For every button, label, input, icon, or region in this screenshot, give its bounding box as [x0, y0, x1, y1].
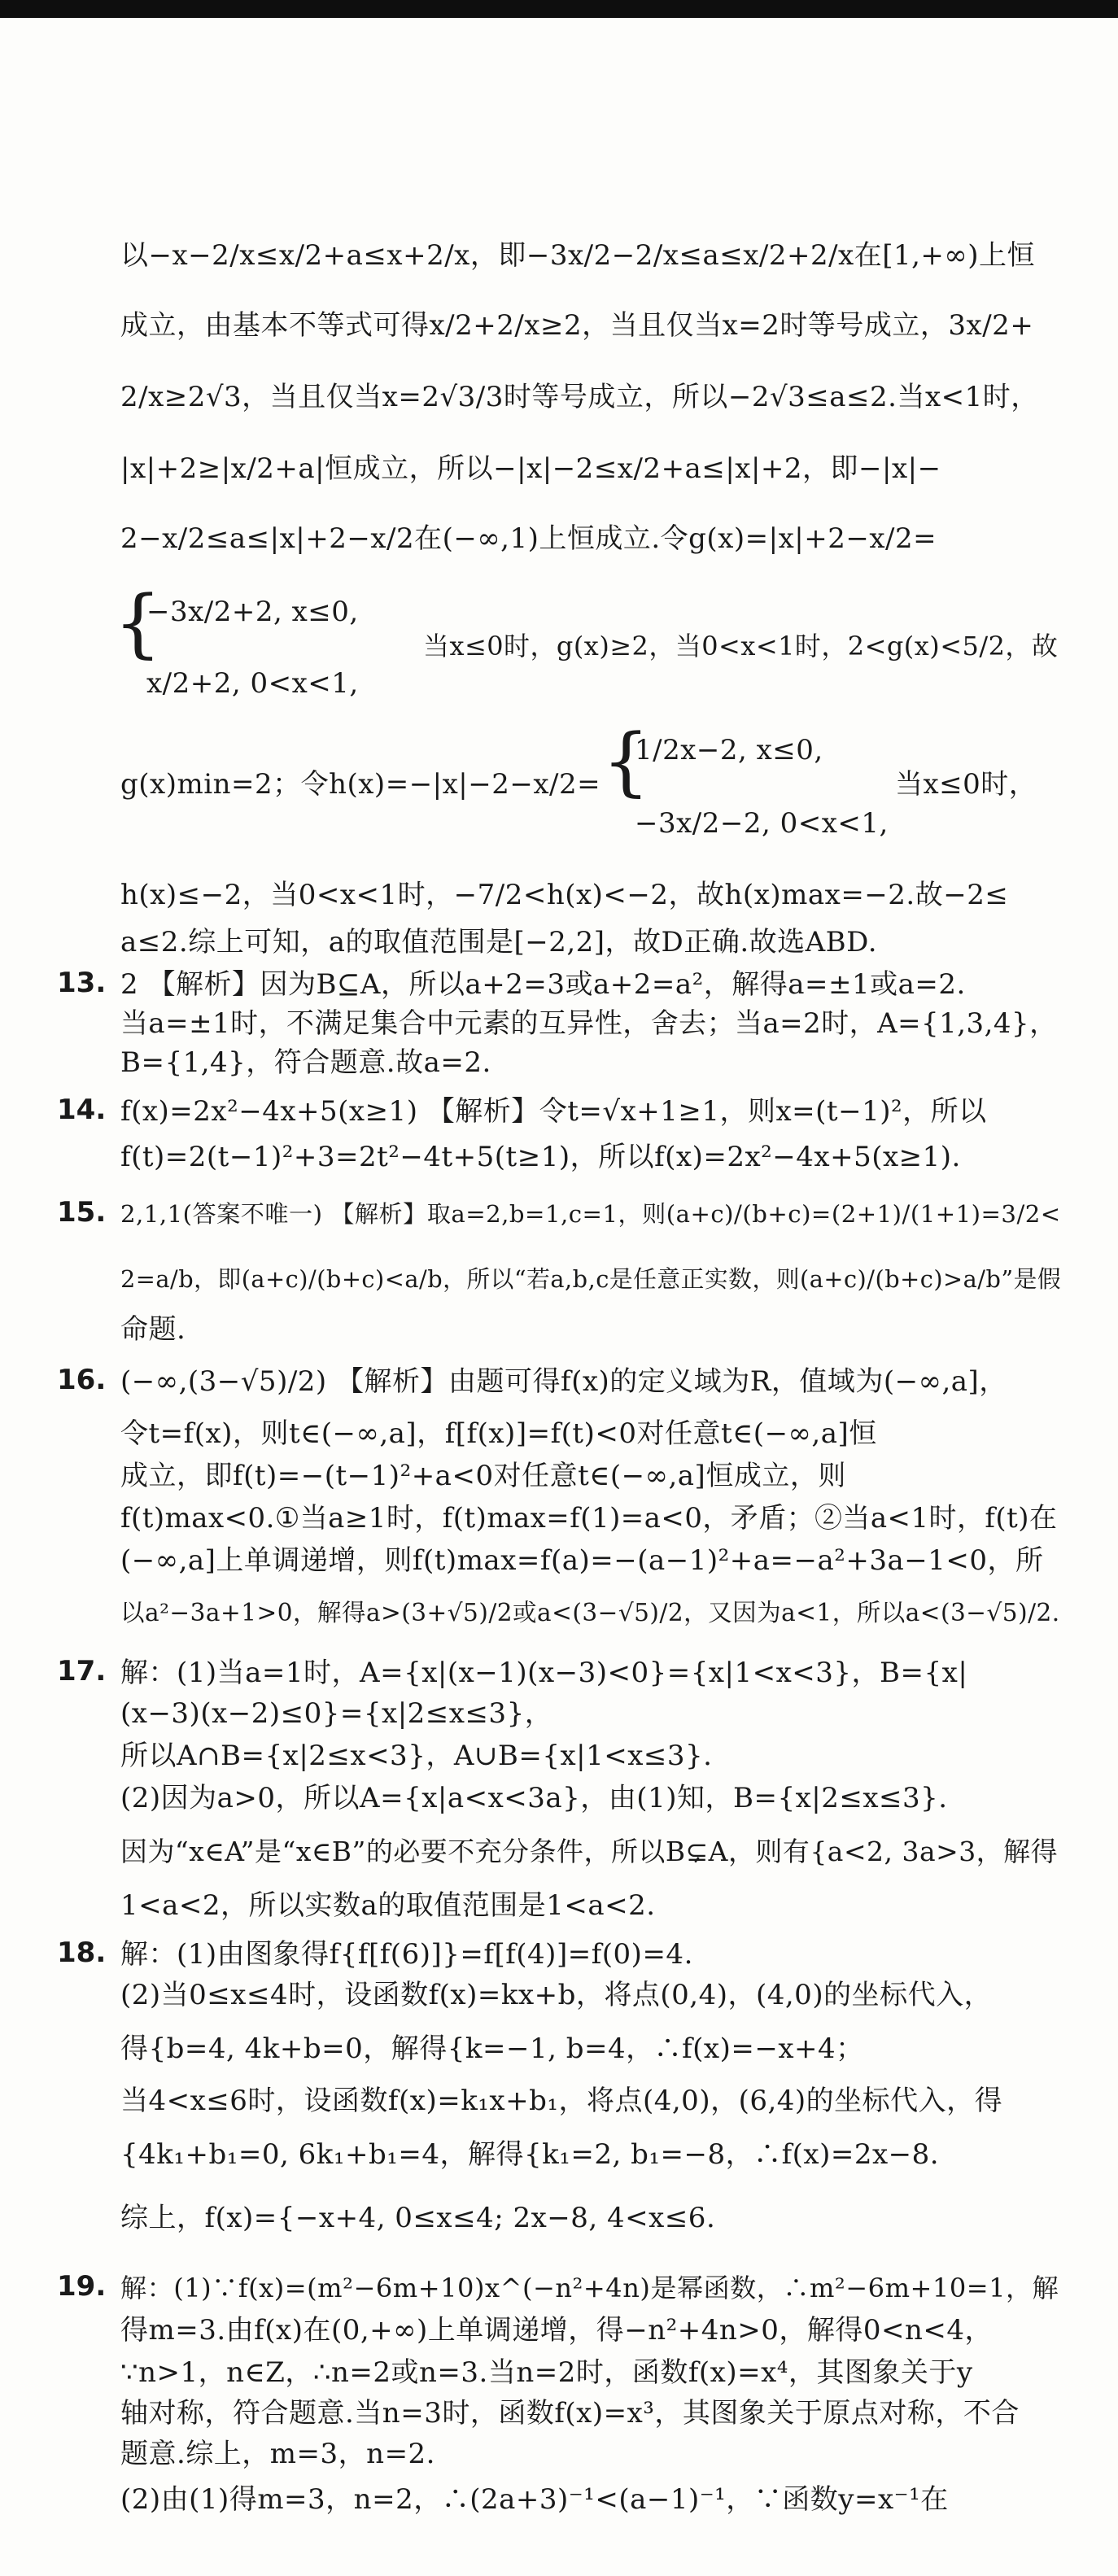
text-line: (2)因为a>0，所以A={x|a<x<3a}，由(1)知，B={x|2≤x≤3}. [120, 1782, 948, 1814]
text-line: 令t=f(x)，则t∈(−∞,a]，f[f(x)]=f(t)<0对任意t∈(−∞,a]恒 [120, 1417, 877, 1450]
text-line: 当x≤0时， [895, 768, 1037, 801]
text-line: g(x)min=2；令h(x)=−|x|−2−x/2= [120, 768, 601, 801]
text-line: 综上，f(x)={−x+4, 0≤x≤4; 2x−8, 4<x≤6. [120, 2202, 716, 2234]
text-line: (2)由(1)得m=3，n=2，∴(2a+3)⁻¹<(a−1)⁻¹，∵函数y=x⁻¹在 [120, 2483, 949, 2516]
text-line: 成立，由基本不等式可得x/2+2/x≥2，当且仅当x=2时等号成立，3x/2+ [120, 309, 1034, 342]
text-line: 当a=±1时，不满足集合中元素的互异性，舍去；当a=2时，A={1,3,4}， [120, 1007, 1058, 1040]
text-line: 解：(1)由图象得f{f[f(6)]}=f[f(4)]=f(0)=4. [120, 1938, 693, 1971]
text-line: f(t)=2(t−1)²+3=2t²−4t+5(t≥1)，所以f(x)=2x²−4x+5(x≥1). [120, 1141, 961, 1173]
question-number: 16. [57, 1364, 107, 1396]
text-line: 轴对称，符合题意.当n=3时，函数f(x)=x³，其图象关于原点对称，不合 [120, 2397, 1020, 2430]
text-line: 得{b=4, 4k+b=0，解得{k=−1, b=4，∴f(x)=−x+4； [120, 2032, 864, 2065]
text-line: 2−x/2≤a≤|x|+2−x/2在(−∞,1)上恒成立.令g(x)=|x|+2−x/2= [120, 522, 937, 555]
text-line: {4k₁+b₁=0, 6k₁+b₁=4，解得{k₁=2, b₁=−8，∴f(x)=2x−8. [120, 2138, 940, 2171]
text-line: 得m=3.由f(x)在(0,+∞)上单调递增，得−n²+4n>0，解得0<n<4， [120, 2314, 994, 2347]
question-number: 17. [57, 1655, 107, 1687]
text-line: 2 【解析】因为B⊆A，所以a+2=3或a+2=a²，解得a=±1或a=2. [120, 968, 966, 1001]
text-line: 2/x≥2√3，当且仅当x=2√3/3时等号成立，所以−2√3≤a≤2.当x<1时， [120, 381, 1039, 413]
piece-line: −3x/2+2, x≤0, [146, 596, 359, 628]
text-line: h(x)≤−2，当0<x<1时，−7/2<h(x)<−2，故h(x)max=−2.故−2≤ [120, 879, 1009, 911]
piece-line: 1/2x−2, x≤0, [635, 734, 823, 766]
text-line: 解：(1)当a=1时，A={x|(x−1)(x−3)<0}={x|1<x<3}，B={x| [120, 1657, 968, 1689]
text-line: a≤2.综上可知，a的取值范围是[−2,2]，故D正确.故选ABD. [120, 926, 878, 958]
text-line: 成立，即f(t)=−(t−1)²+a<0对任意t∈(−∞,a]恒成立，则 [120, 1460, 846, 1492]
text-line: f(t)max<0.①当a≥1时，f(t)max=f(1)=a<0，矛盾；②当a<1时，f(t)在 [120, 1502, 1058, 1534]
text-line: 命题. [120, 1313, 186, 1346]
text-line: 当4<x≤6时，设函数f(x)=k₁x+b₁，将点(4,0)，(6,4)的坐标代入，得 [120, 2085, 1003, 2117]
text-line: 1<a<2，所以实数a的取值范围是1<a<2. [120, 1889, 656, 1922]
text-line: 所以A∩B={x|2≤x<3}，A∪B={x|1<x≤3}. [120, 1740, 713, 1772]
question-number: 14. [57, 1094, 107, 1126]
text-line: f(x)=2x²−4x+5(x≥1) 【解析】令t=√x+1≥1，则x=(t−1)²，所以 [120, 1095, 987, 1128]
text-line: B={1,4}，符合题意.故a=2. [120, 1046, 491, 1079]
piecewise-brace: { [602, 718, 650, 805]
text-line: 解：(1)∵f(x)=(m²−6m+10)x^(−n²+4n)是幂函数，∴m²−6m+10=1，解 [120, 2273, 1059, 2303]
text-line: 因为“x∈A”是“x∈B”的必要不充分条件，所以B⊊A，则有{a<2, 3a>3，解得 [120, 1836, 1059, 1867]
text-line: (2)当0≤x≤4时，设函数f(x)=kx+b，将点(0,4)，(4,0)的坐标代入， [120, 1979, 993, 2011]
text-line: 2,1,1(答案不唯一) 【解析】取a=2,b=1,c=1，则(a+c)/(b+c)=(2+1)/(1+1)=3/2< [120, 1200, 1061, 1228]
question-number: 13. [57, 967, 107, 999]
question-number: 18. [57, 1936, 107, 1969]
text-line: 当x≤0时，g(x)≥2，当0<x<1时，2<g(x)<5/2，故 [423, 631, 1059, 661]
text-line: 题意.综上，m=3，n=2. [120, 2438, 435, 2470]
piece-line: x/2+2, 0<x<1, [146, 667, 359, 700]
text-line: (−∞,(3−√5)/2) 【解析】由题可得f(x)的定义域为R，值域为(−∞,a]， [120, 1365, 1007, 1398]
text-line: ∵n>1，n∈Z，∴n=2或n=3.当n=2时，函数f(x)=x⁴，其图象关于y [120, 2356, 973, 2389]
question-number: 15. [57, 1196, 107, 1229]
question-number: 19. [57, 2270, 107, 2303]
text-line: |x|+2≥|x/2+a|恒成立，所以−|x|−2≤x/2+a≤|x|+2，即−|x|− [120, 452, 941, 485]
text-line: (x−3)(x−2)≤0}={x|2≤x≤3}， [120, 1697, 553, 1730]
text-line: 2=a/b，即(a+c)/(b+c)<a/b，所以“若a,b,c是任意正实数，则(a+c)/(b+c)>a/b”是假 [120, 1265, 1062, 1293]
piecewise-brace: { [114, 579, 162, 666]
text-line: 以a²−3a+1>0，解得a>(3+√5)/2或a<(3−√5)/2，又因为a<1，所以a<(3−√5)/2. [120, 1599, 1060, 1626]
piece-line: −3x/2−2, 0<x<1, [635, 807, 889, 840]
text-line: (−∞,a]上单调递增，则f(t)max=f(a)=−(a−1)²+a=−a²+3a−1<0，所 [120, 1544, 1044, 1577]
text-line: 以−x−2/x≤x/2+a≤x+2/x，即−3x/2−2/x≤a≤x/2+2/x在[1,+∞)上恒 [120, 239, 1036, 272]
